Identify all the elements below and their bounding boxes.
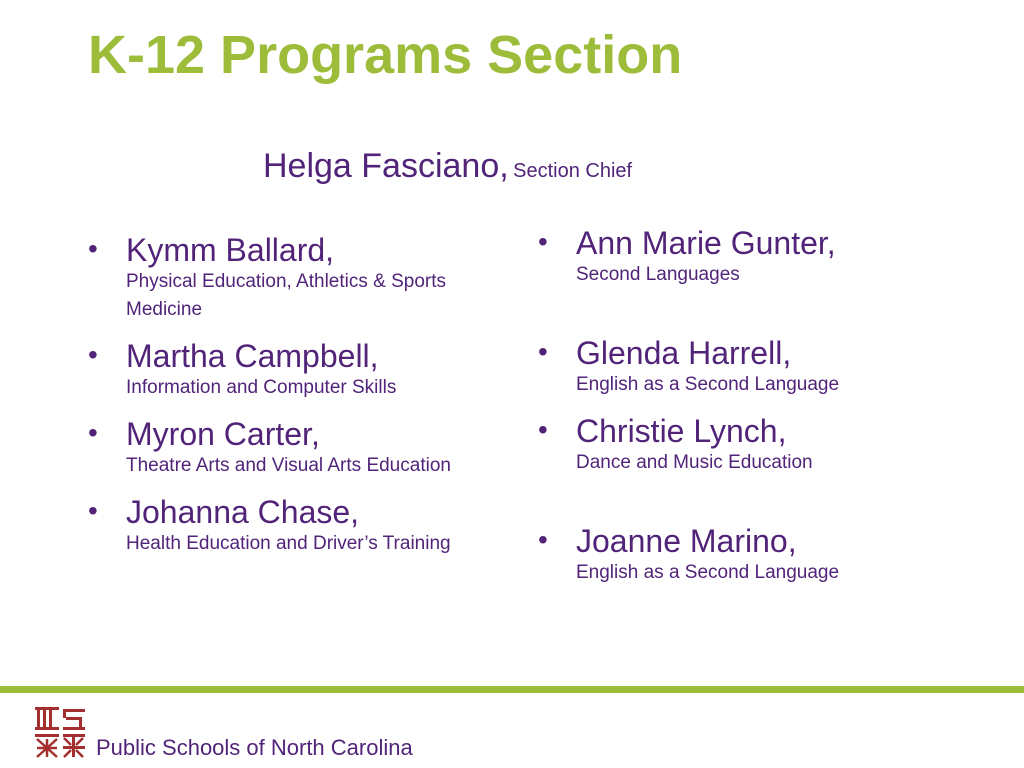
staff-item bbox=[538, 335, 978, 399]
bullet-icon: • bbox=[88, 233, 98, 264]
staff-name: Kymm Ballard, bbox=[126, 232, 335, 268]
staff-role: English as a Second Language bbox=[576, 562, 840, 583]
section-chief bbox=[263, 149, 632, 183]
staff-list-left bbox=[88, 232, 488, 558]
bullet-icon: • bbox=[538, 226, 548, 257]
staff-name: Ann Marie Gunter, bbox=[576, 225, 836, 261]
bullet-icon: • bbox=[88, 417, 98, 448]
bullet-icon: • bbox=[88, 339, 98, 370]
staff-name: Christie Lynch, bbox=[576, 413, 787, 449]
staff-item bbox=[538, 413, 978, 477]
staff-role: Dance and Music Education bbox=[576, 452, 813, 473]
staff-role: Information and Computer Skills bbox=[126, 377, 397, 398]
bullet-icon: • bbox=[538, 524, 548, 555]
staff-name: Joanne Marino, bbox=[576, 523, 797, 559]
staff-item bbox=[538, 523, 978, 587]
staff-item bbox=[88, 416, 488, 480]
footer-org-name: Public Schools of North Carolina bbox=[96, 735, 413, 760]
ncdpi-logo-icon bbox=[33, 705, 89, 761]
staff-role: Physical Education, Athletics & Sports Medicine bbox=[126, 271, 446, 320]
staff-name: Glenda Harrell, bbox=[576, 335, 792, 371]
staff-item bbox=[88, 338, 488, 402]
staff-list-right bbox=[538, 225, 978, 587]
footer-divider bbox=[0, 686, 1024, 693]
slide-title: K-12 Programs Section bbox=[88, 25, 683, 85]
staff-item bbox=[88, 232, 488, 324]
staff-item bbox=[538, 225, 978, 289]
staff-role: Second Languages bbox=[576, 264, 740, 285]
staff-role: Health Education and Driver’s Training bbox=[126, 533, 451, 554]
section-chief-name: Helga Fasciano, bbox=[263, 147, 509, 185]
staff-role: Theatre Arts and Visual Arts Education bbox=[126, 455, 451, 476]
staff-name: Myron Carter, bbox=[126, 416, 320, 452]
staff-role: English as a Second Language bbox=[576, 374, 840, 395]
bullet-icon: • bbox=[88, 495, 98, 526]
bullet-icon: • bbox=[538, 414, 548, 445]
staff-name: Martha Campbell, bbox=[126, 338, 379, 374]
staff-item bbox=[88, 494, 488, 558]
staff-name: Johanna Chase, bbox=[126, 494, 360, 530]
section-chief-role: Section Chief bbox=[513, 160, 633, 182]
bullet-icon: • bbox=[538, 336, 548, 367]
